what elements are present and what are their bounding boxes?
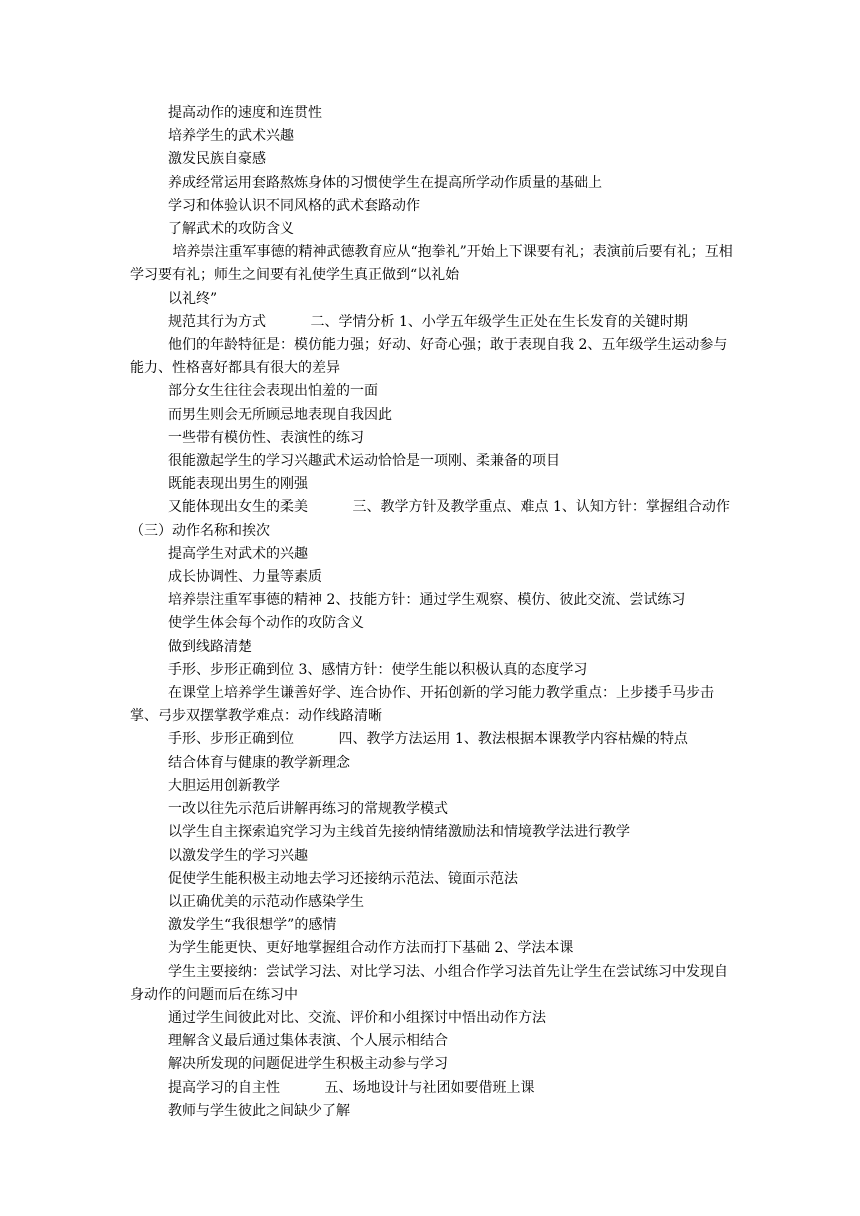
paragraph: 培养学生的武术兴趣 (168, 128, 294, 145)
paragraph: 在课堂上培养学生谦善好学、连合协作、开拓创新的学习能力教学重点：上步搂手马步击掌、弓步双摆掌教学难点：动作线路清晰 (130, 685, 714, 725)
paragraph: 手形、步形正确到位 3、感情方针：使学生能以积极认真的态度学习 (168, 661, 588, 678)
paragraph: 培养崇注重军事德的精神 2、技能方针：通过学生观察、模仿、彼此交流、尝试练习 (168, 592, 686, 609)
paragraph: 提高学习的自主性 五、场地设计与社团如要借班上课 (168, 1079, 535, 1096)
paragraph: 学生主要接纳：尝试学习法、对比学习法、小组合作学习法首先让学生在尝试练习中发现自身动作的问题而后在练习中 (130, 963, 728, 1003)
paragraph: 以激发学生的学习兴趣 (168, 847, 308, 864)
paragraph: 很能激起学生的学习兴趣武术运动恰恰是一项刚、柔兼备的项目 (168, 453, 560, 470)
paragraph: 手形、步形正确到位 四、教学方法运用 1、教法根据本课教学内容枯燥的特点 (168, 731, 688, 748)
paragraph: 部分女生往往会表现出怕羞的一面 (168, 383, 378, 400)
paragraph: 了解武术的攻防含义 (168, 221, 294, 238)
paragraph: 通过学生间彼此对比、交流、评价和小组探讨中悟出动作方法 (168, 1009, 546, 1026)
paragraph: 解决所发现的问题促进学生积极主动参与学习 (168, 1056, 448, 1073)
paragraph: 使学生体会每个动作的攻防含义 (168, 615, 364, 632)
paragraph: 理解含义最后通过集体表演、个人展示相结合 (168, 1033, 448, 1050)
paragraph: 激发学生“我很想学”的感情 (168, 917, 337, 934)
document-body (130, 102, 734, 1123)
paragraph: 既能表现出男生的刚强 (168, 476, 308, 493)
paragraph: 以学生自主探索追究学习为主线首先接纳情绪激励法和情境教学法进行教学 (168, 824, 630, 841)
paragraph: 教师与学生彼此之间缺少了解 (168, 1102, 350, 1119)
paragraph: 提高学生对武术的兴趣 (168, 545, 308, 562)
paragraph: 一改以往先示范后讲解再练习的常规教学模式 (168, 801, 448, 818)
paragraph: 学习和体验认识不同风格的武术套路动作 (168, 197, 420, 214)
paragraph: 规范其行为方式 二、学情分析 1、小学五年级学生正处在生长发育的关键时期 (168, 313, 688, 330)
paragraph: 养成经常运用套路熬炼身体的习惯使学生在提高所学动作质量的基础上 (168, 174, 602, 191)
paragraph: 而男生则会无所顾忌地表现自我因此 (168, 406, 392, 423)
paragraph: 一些带有模仿性、表演性的练习 (168, 429, 364, 446)
paragraph: 提高动作的速度和连贯性 (168, 105, 322, 121)
paragraph: 为学生能更快、更好地掌握组合动作方法而打下基础 2、学法本课 (168, 940, 574, 957)
paragraph: 他们的年龄特征是：模仿能力强；好动、好奇心强；敢于表现自我 2、五年级学生运动参与能力、性格喜好都具有很大的差异 (130, 337, 728, 377)
paragraph: 做到线路清楚 (168, 638, 252, 655)
paragraph: 大胆运用创新教学 (168, 777, 280, 794)
paragraph: 成长协调性、力量等素质 (168, 569, 322, 586)
paragraph: 以礼终” (168, 290, 218, 307)
paragraph: 激发民族自豪感 (168, 151, 266, 168)
paragraph: 以正确优美的示范动作感染学生 (168, 893, 364, 910)
paragraph: 促使学生能积极主动地去学习还接纳示范法、镜面示范法 (168, 870, 518, 887)
paragraph: 结合体育与健康的教学新理念 (168, 754, 350, 771)
paragraph: 又能体现出女生的柔美 三、教学方针及教学重点、难点 1、认知方针：掌握组合动作（三）动作名称和挨次 (130, 499, 730, 539)
paragraph: 培养崇注重军事德的精神武德教育应从“抱拳礼”开始上下课要有礼；表演前后要有礼；互相学习要有礼；师生之间要有礼使学生真正做到“以礼始 (130, 244, 733, 284)
